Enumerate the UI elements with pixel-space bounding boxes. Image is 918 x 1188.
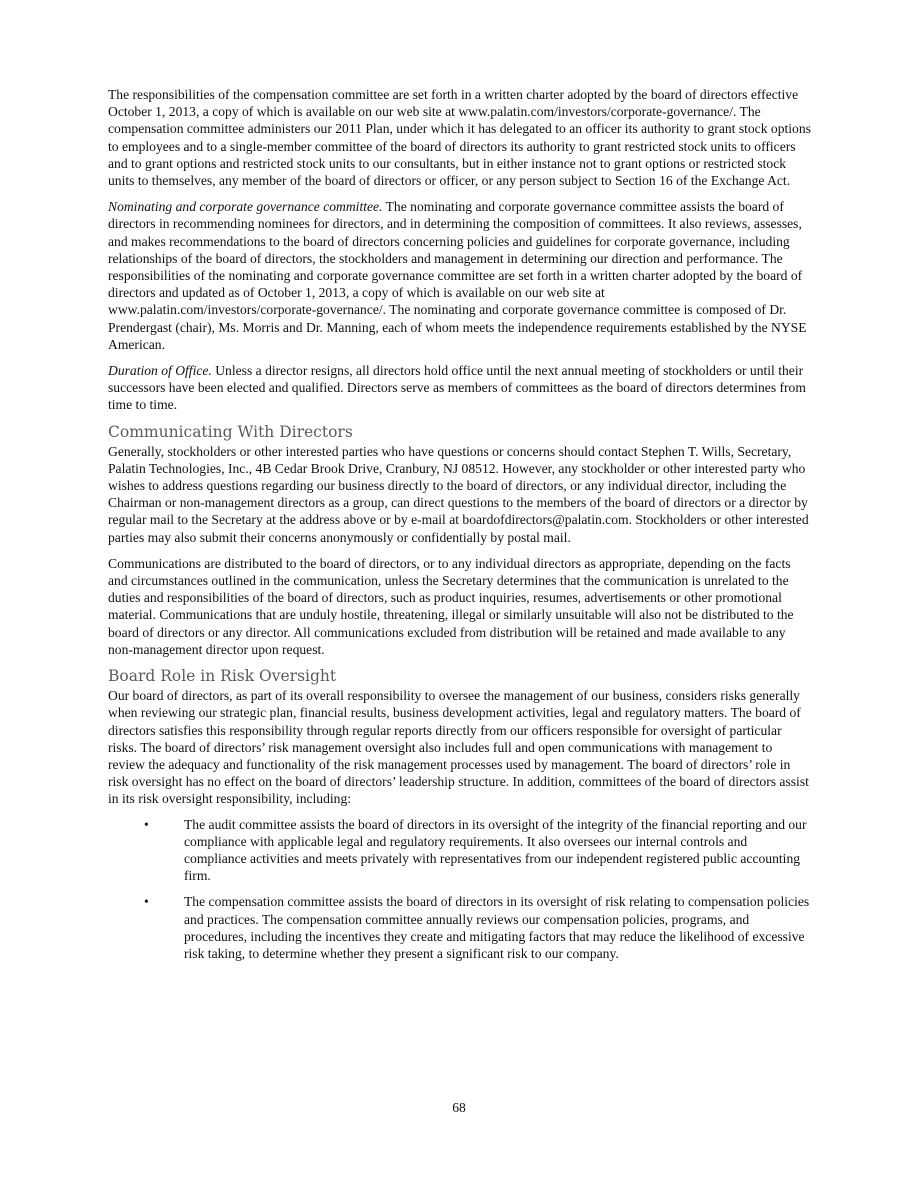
list-item-audit-committee [108,816,812,885]
list-item-compensation-committee [108,893,812,962]
duration-of-office-lead: Duration of Office. [108,363,212,379]
bullet-icon: • [144,816,149,832]
communicating-paragraph-2: Communications are distributed to the board of directors, or to any individual directors as appropriate, depending on the facts and circumstances outlined in the communication, unless the Secretary determines that the communication is unrelated to the duties and responsibilities of the board of directors, such as product inquiries, resumes, advertisements or other promotional material. Communications that are unduly hostile, threatening, illegal or similarly unsuitable will also not be distributed to the board of directors or any director. All communications excluded from distribution will be retained and made available to any non-management director upon request. [108,555,794,657]
risk-oversight-intro: Our board of directors, as part of its overall responsibility to oversee the management of our business, considers risks generally when reviewing our strategic plan, financial results, business development activities, legal and regulatory matters. The board of directors satisfies this responsibility through regular reports directly from our officers responsible for oversight of particular risks. The board of directors’ risk management oversight also includes full and open communications with management to review the adequacy and functionality of the risk management processes used by management. The board of directors’ role in risk oversight has no effect on the board of directors’ leadership structure. In addition, committees of the board of directors assist in its risk oversight responsibility, including: [108,688,809,807]
duration-of-office-paragraph [108,362,812,414]
board-risk-oversight-heading: Board Role in Risk Oversight [108,667,337,686]
communicating-paragraph-1: Generally, stockholders or other interested parties who have questions or concerns should contact Stephen T. Wills, Secretary, Palatin Technologies, Inc., 4B Cedar Brook Drive, Cranbury, NJ 08512. However, any stockholder or other interested party who wishes to address questions regarding our business directly to the board of directors, or any individual director, including the Chairman or non-management directors as a group, can direct questions to the members of the board of directors or a director by regular mail to the Secretary at the address above or by e-mail at boardofdirectors@palatin.com. Stockholders or other interested parties may also submit their concerns anonymously or confidentially by postal mail. [108,443,809,545]
communicating-with-directors-heading: Communicating With Directors [108,422,353,441]
compensation-charter-paragraph: The responsibilities of the compensation committee are set forth in a written charter adopted by the board of directors effective October 1, 2013, a copy of which is available on our web site at www.palatin.com/investors/corporate-governance/. The compensation committee administers our 2011 Plan, under which it has delegated to an officer its authority to grant stock options to employees and to a single-member committee of the board of directors its authority to grant restricted stock units to officers and to grant options and restricted stock units to our consultants, but in either instance not to grant options or restricted stock units to themselves, any member of the board of directors or officer, or any person subject to Section 16 of the Exchange Act. [108,87,811,189]
page-number: 68 [452,1100,466,1115]
nominating-committee-lead: Nominating and corporate governance committee. [108,199,383,215]
nominating-committee-body: The nominating and corporate governance committee assists the board of directors in recommending nominees for directors, and in determining the composition of committees. It also reviews, assesses, and makes recommendations to the board of directors concerning policies and guidelines for corporate governance, including relationships of the board of directors, the stockholders and management in determining our direction and performance. The responsibilities of the nominating and corporate governance committee are set forth in a written charter adopted by the board of directors and updated as of October 1, 2013, a copy of which is available on our web site at www.palatin.com/investors/corporate-governance/. The nominating and corporate governance committee is composed of Dr. Prendergast (chair), Ms. Morris and Dr. Manning, each of whom meets the independence requirements established by the NYSE American. [108,199,807,352]
compensation-committee-text: The compensation committee assists the board of directors in its oversight of risk relating to compensation policies and practices. The compensation committee annually reviews our compensation policies, programs, and procedures, including the incentives they create and mitigating factors that may reduce the likelihood of excessive risk taking, to determine whether they present a significant risk to our company. [184,894,810,961]
document-page [108,86,812,971]
bullet-icon: • [144,894,149,910]
risk-committees-list [108,816,812,963]
nominating-committee-paragraph [108,198,812,353]
duration-of-office-body: Unless a director resigns, all directors hold office until the next annual meeting of stockholders or until their successors have been elected and qualified. Directors serve as members of committees as the board of directors determines from time to time. [108,363,806,413]
audit-committee-text: The audit committee assists the board of directors in its oversight of the integrity of the financial reporting and our compliance with applicable legal and regulatory requirements. It also oversees our internal controls and compliance activities and meets privately with representatives from our independent registered public accounting firm. [184,816,807,884]
